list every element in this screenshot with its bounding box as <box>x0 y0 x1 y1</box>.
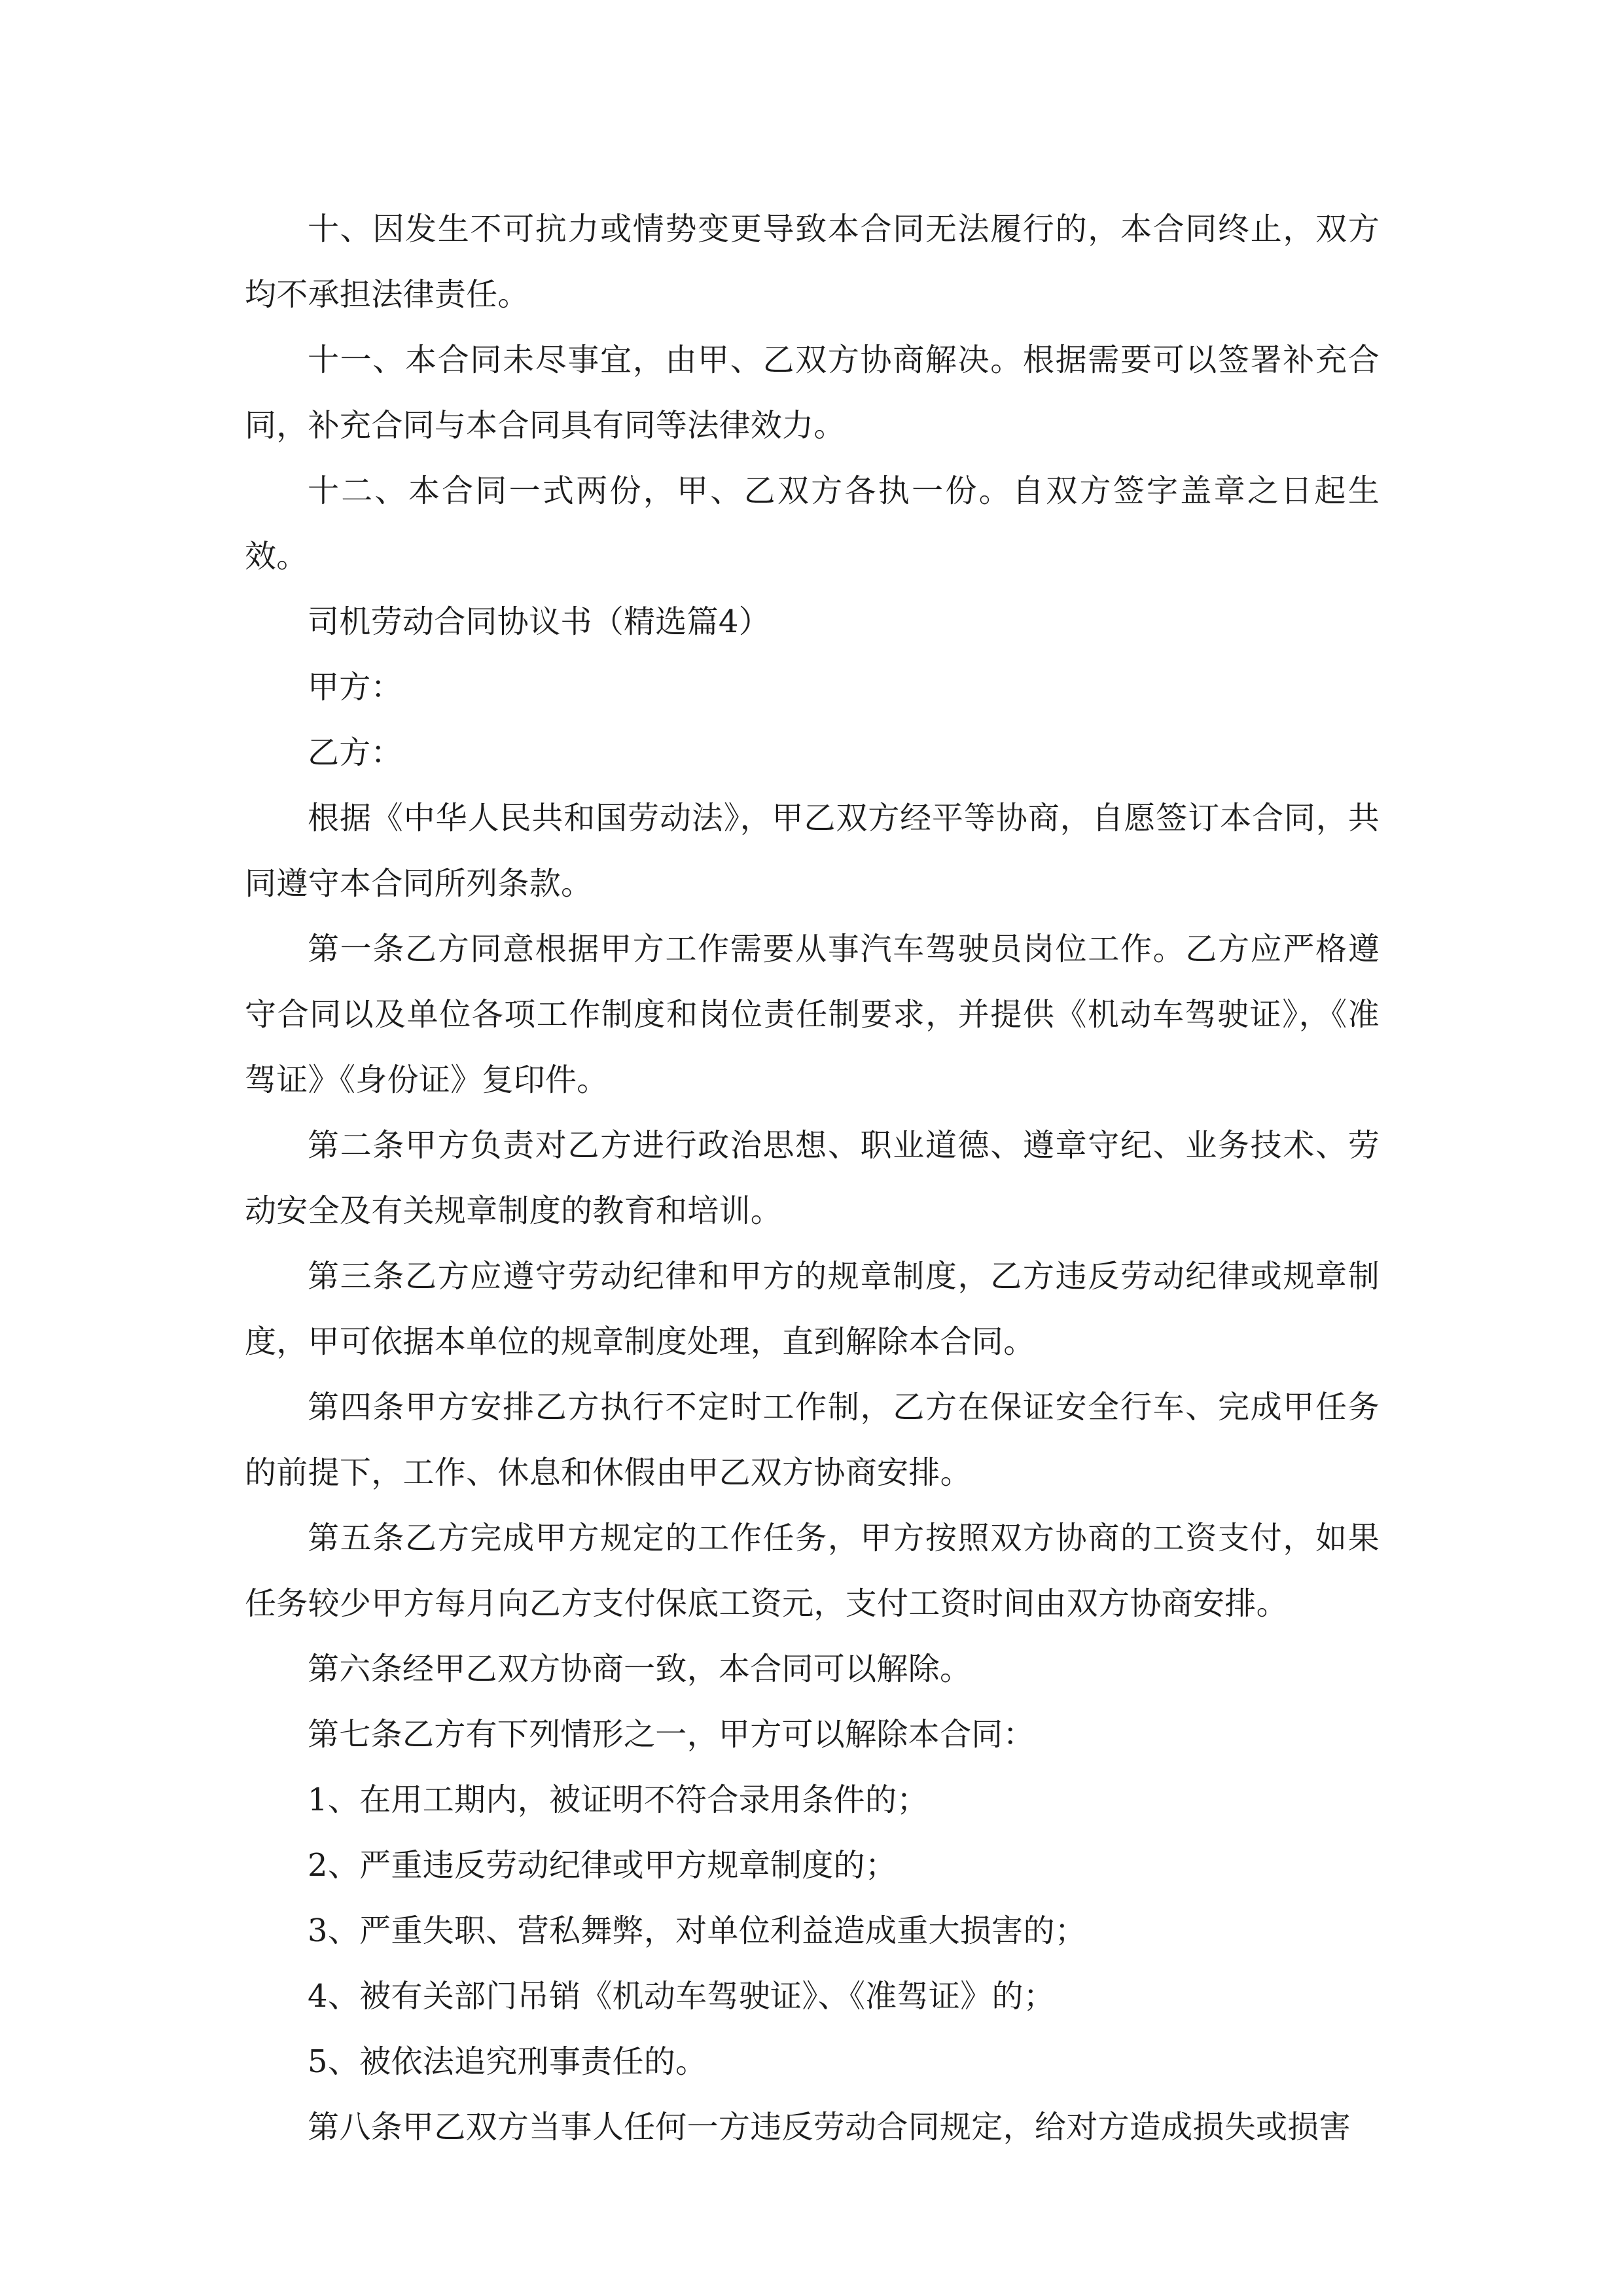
section-title: 司机劳动合同协议书（精选篇4） <box>308 603 771 640</box>
preamble: 根据《中华人民共和国劳动法》，甲乙双方经平等协商，自愿签订本合同，共同遵守本合同所列条款。 <box>245 800 1380 902</box>
party-b-line: 乙方： <box>308 734 402 771</box>
article-7-item-3: 3、严重失职、营私舞弊，对单位利益造成重大损害的； <box>308 1912 1087 1949</box>
article-7-item-5: 5、被依法追究刑事责任的。 <box>308 2043 707 2080</box>
clause-12: 十二、本合同一式两份，甲、乙双方各执一份。自双方签字盖章之日起生效。 <box>245 473 1380 575</box>
party-a-line: 甲方： <box>308 669 402 706</box>
document-body <box>245 196 1380 2160</box>
article-7: 第七条乙方有下列情形之一，甲方可以解除本合同： <box>308 1716 1035 1753</box>
article-4: 第四条甲方安排乙方执行不定时工作制，乙方在保证安全行车、完成甲任务的前提下，工作、休息和休假由甲乙双方协商安排。 <box>245 1389 1380 1491</box>
clause-11: 十一、本合同未尽事宜，由甲、乙双方协商解决。根据需要可以签署补充合同，补充合同与本合同具有同等法律效力。 <box>245 342 1380 444</box>
article-8: 第八条甲乙双方当事人任何一方违反劳动合同规定，给对方造成损失或损害 <box>308 2109 1351 2145</box>
article-7-item-1: 1、在用工期内，被证明不符合录用条件的； <box>308 1782 929 1818</box>
article-5: 第五条乙方完成甲方规定的工作任务，甲方按照双方协商的工资支付，如果任务较少甲方每月向乙方支付保底工资元，支付工资时间由双方协商安排。 <box>245 1520 1380 1622</box>
article-7-item-2: 2、严重违反劳动纪律或甲方规章制度的； <box>308 1847 897 1884</box>
article-2: 第二条甲方负责对乙方进行政治思想、职业道德、遵章守纪、业务技术、劳动安全及有关规章制度的教育和培训。 <box>245 1127 1380 1229</box>
article-3: 第三条乙方应遵守劳动纪律和甲方的规章制度，乙方违反劳动纪律或规章制度，甲可依据本单位的规章制度处理，直到解除本合同。 <box>245 1258 1380 1360</box>
clause-10: 十、因发生不可抗力或情势变更导致本合同无法履行的，本合同终止，双方均不承担法律责任。 <box>245 211 1380 313</box>
article-6: 第六条经甲乙双方协商一致，本合同可以解除。 <box>308 1651 972 1687</box>
article-7-item-4: 4、被有关部门吊销《机动车驾驶证》、《准驾证》的； <box>308 1978 1056 2015</box>
article-1: 第一条乙方同意根据甲方工作需要从事汽车驾驶员岗位工作。乙方应严格遵守合同以及单位各项工作制度和岗位责任制要求，并提供《机动车驾驶证》，《准驾证》《身份证》复印件。 <box>245 931 1380 1098</box>
